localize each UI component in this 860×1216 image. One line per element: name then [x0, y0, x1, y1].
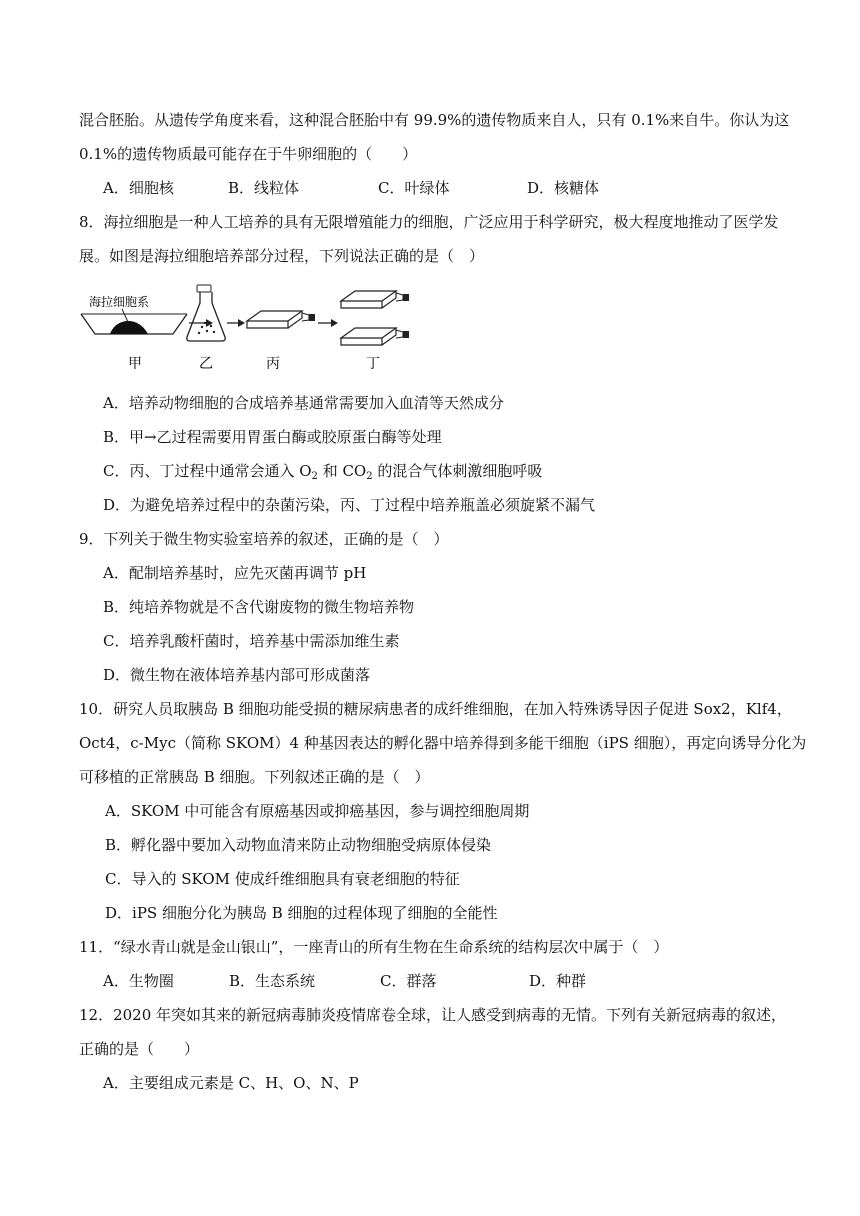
- intro-option-d: D．核糖体: [527, 179, 600, 197]
- q9-option-a: A．配制培养基时，应先灭菌再调节 pH: [103, 564, 367, 582]
- culture-bottle-icon: [341, 328, 409, 345]
- dish-label: 海拉细胞系: [89, 295, 150, 309]
- q8-option-b: B．甲→乙过程需要用胃蛋白酶或胶原蛋白酶等处理: [103, 428, 442, 446]
- q12-stem-line-2: 正确的是（ ）: [79, 1040, 200, 1058]
- q8-stem-line-2: 展。如图是海拉细胞培养部分过程，下列说法正确的是（ ）: [79, 247, 485, 265]
- q10-option-c: C．导入的 SKOM 使成纤维细胞具有衰老细胞的特征: [105, 870, 460, 888]
- q9-option-d: D．微生物在液体培养基内部可形成菌落: [103, 666, 371, 684]
- q11-stem: 11．“绿水青山就是金山银山”，一座青山的所有生物在生命系统的结构层次中属于（ ）: [79, 938, 669, 956]
- q11-option-b: B．生态系统: [229, 972, 316, 990]
- arrow-icon: [227, 319, 245, 327]
- intro-line-2: 0.1%的遗传物质最可能存在于牛卵细胞的（ ）: [79, 145, 418, 163]
- q10-option-a: A．SKOM 中可能含有原癌基因或抑癌基因，参与调控细胞周期: [105, 802, 530, 820]
- q10-option-b: B．孵化器中要加入动物血清来防止动物细胞受病原体侵染: [105, 836, 492, 854]
- arrow-icon: [318, 319, 338, 327]
- hela-culture-figure: [80, 283, 420, 378]
- q8-option-d: D．为避免培养过程中的杂菌污染，丙、丁过程中培养瓶盖必须旋紧不漏气: [103, 496, 596, 514]
- q10-stem-line-2: Oct4，c-Myc（简称 SKOM）4 种基因表达的孵化器中培养得到多能干细胞（iPS 细胞），再定向诱导分化为: [79, 734, 807, 752]
- q10-stem-line-1: 10．研究人员取胰岛 B 细胞功能受损的糖尿病患者的成纤维细胞，在加入特殊诱导因子促进 Sox2，Klf4，: [79, 700, 792, 718]
- q8-option-c: C．丙、丁过程中通常会通入 $O_2$ 和 $CO_2$ 的混合气体刺激细胞呼吸: [103, 462, 543, 482]
- q10-option-d: D．iPS 细胞分化为胰岛 B 细胞的过程体现了细胞的全能性: [105, 904, 498, 922]
- stage-label-bing: 丙: [266, 356, 280, 372]
- stage-label-yi: 乙: [199, 356, 213, 372]
- stage-label-jia: 甲: [128, 356, 142, 372]
- q9-option-c: C．培养乳酸杆菌时，培养基中需添加维生素: [103, 632, 400, 650]
- q11-option-c: C．群落: [380, 972, 437, 990]
- q8-stem-line-1: 8．海拉细胞是一种人工培养的具有无限增殖能力的细胞，广泛应用于科学研究，极大程度地推动了医学发: [79, 213, 779, 231]
- stage-label-ding: 丁: [366, 356, 380, 372]
- q10-stem-line-3: 可移植的正常胰岛 B 细胞。下列叙述正确的是（ ）: [79, 768, 430, 786]
- dish-icon: [81, 309, 187, 334]
- q12-stem-line-1: 12．2020 年突如其来的新冠病毒肺炎疫情席卷全球，让人感受到病毒的无情。下列有关新冠病毒的叙述，: [79, 1006, 787, 1024]
- culture-bottle-icon: [247, 311, 315, 328]
- intro-option-b: B．线粒体: [228, 179, 300, 197]
- q11-option-a: A．生物圈: [103, 972, 174, 990]
- culture-bottle-icon: [341, 291, 409, 308]
- q11-option-d: D．种群: [529, 972, 587, 990]
- q8-option-a: A．培养动物细胞的合成培养基通常需要加入血清等天然成分: [103, 394, 504, 412]
- intro-option-c: C．叶绿体: [378, 179, 450, 197]
- intro-line-1: 混合胚胎。从遗传学角度来看，这种混合胚胎中有 99.9%的遗传物质来自人，只有 0.1%来自牛。你认为这: [79, 111, 790, 129]
- flask-icon: [187, 285, 225, 341]
- q9-option-b: B．纯培养物就是不含代谢废物的微生物培养物: [103, 598, 415, 616]
- q9-stem: 9．下列关于微生物实验室培养的叙述，正确的是（ ）: [79, 530, 449, 548]
- q12-option-a: A．主要组成元素是 C、H、O、N、P: [103, 1074, 359, 1092]
- intro-option-a: A．细胞核: [103, 179, 174, 197]
